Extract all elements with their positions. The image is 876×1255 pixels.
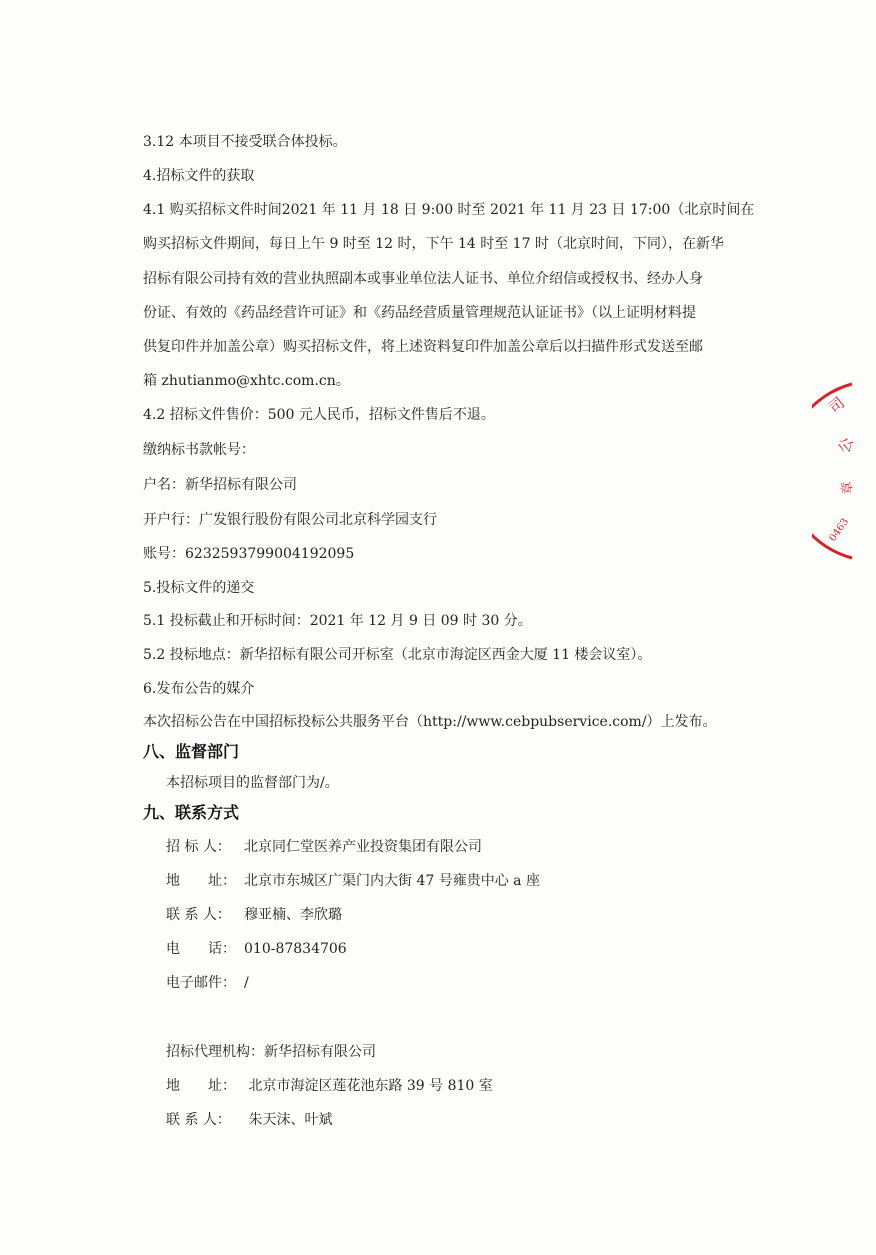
supervision-text: 本招标项目的监督部门为/。: [166, 775, 339, 791]
row-value: 朱天沫、叶斌: [244, 1112, 333, 1128]
tenderer-phone-row: [166, 940, 347, 958]
svg-text:公: 公: [834, 435, 857, 456]
account-bank: 开户行：广发银行股份有限公司北京科学园支行: [143, 512, 437, 528]
svg-text:0463: 0463: [827, 516, 852, 544]
tenderer-email-row: [166, 974, 249, 992]
clause-6-text: 本次招标公告在中国招标投标公共服务平台（http://www.cebpubservice.com/）上发布。: [143, 714, 717, 730]
row-label: 联 系 人：: [166, 1112, 231, 1128]
clause-4-1-line: 供复印件并加盖公章）购买招标文件，将上述资料复印件加盖公章后以扫描件形式发送至邮: [143, 339, 703, 355]
company-seal-stamp: [812, 376, 876, 566]
row-label: 电子邮件：: [166, 975, 236, 991]
row-value: /: [244, 975, 249, 991]
svg-text:司: 司: [825, 393, 849, 418]
row-label: 招 标 人：: [166, 839, 231, 855]
agency-contact-row: [166, 1111, 332, 1129]
row-value: 新华招标有限公司: [264, 1044, 376, 1060]
account-number: 账号：6232593799004192095: [143, 546, 355, 562]
account-title: 缴纳标书款帐号：: [143, 442, 255, 458]
clause-5-2: 5.2 投标地点：新华招标有限公司开标室（北京市海淀区西金大厦 11 楼会议室）。: [143, 647, 652, 663]
tenderer-row: [166, 838, 482, 856]
contact-heading: 九、联系方式: [143, 803, 240, 822]
account-name: 户名：新华招标有限公司: [143, 477, 297, 493]
row-value: 北京市海淀区莲花池东路 39 号 810 室: [244, 1078, 493, 1094]
supervision-heading: 八、监督部门: [143, 742, 240, 761]
clause-4-2: 4.2 招标文件售价：500 元人民币，招标文件售后不退。: [143, 407, 495, 423]
section-4-title: 4.招标文件的获取: [143, 168, 255, 184]
row-label: 招标代理机构：: [166, 1044, 264, 1060]
clause-5-1: 5.1 投标截止和开标时间：2021 年 12 月 9 日 09 时 30 分。: [143, 613, 532, 629]
tenderer-contact-row: [166, 906, 342, 924]
row-label: 地 址：: [166, 873, 236, 889]
row-value: 010-87834706: [244, 941, 347, 957]
clause-4-1-line: 箱 zhutianmo@xhtc.com.cn。: [143, 373, 350, 389]
clause-3-12: 3.12 本项目不接受联合体投标。: [143, 134, 347, 150]
row-value: 北京同仁堂医养产业投资集团有限公司: [244, 839, 482, 855]
row-label: 地 址：: [166, 1078, 236, 1094]
section-5-title: 5.投标文件的递交: [143, 580, 255, 596]
row-label: 电 话：: [166, 941, 236, 957]
clause-4-1-line: 招标有限公司持有效的营业执照副本或事业单位法人证书、单位介绍信或授权书、经办人身: [143, 271, 703, 287]
clause-4-1-line: 购买招标文件期间，每日上午 9 时至 12 时，下午 14 时至 17 时（北京时间，下同），在新华: [143, 236, 724, 252]
agency-row: [166, 1043, 376, 1061]
seal-lettering-icon: [812, 376, 876, 566]
row-value: 穆亚楠、李欣璐: [244, 907, 342, 923]
row-label: 联 系 人：: [166, 907, 231, 923]
clause-4-1-line: 份证、有效的《药品经营许可证》和《药品经营质量管理规范认证证书》（以上证明材料提: [143, 305, 696, 321]
clause-4-1-line: 4.1 购买招标文件时间2021 年 11 月 18 日 9:00 时至 2021 年 11 月 23 日 17:00（北京时间在: [143, 202, 755, 218]
agency-address-row: [166, 1077, 493, 1095]
svg-text:章: 章: [839, 480, 856, 495]
tenderer-address-row: [166, 872, 540, 890]
row-value: 北京市东城区广渠门内大街 47 号雍贵中心 a 座: [244, 873, 540, 889]
section-6-title: 6.发布公告的媒介: [143, 681, 255, 697]
